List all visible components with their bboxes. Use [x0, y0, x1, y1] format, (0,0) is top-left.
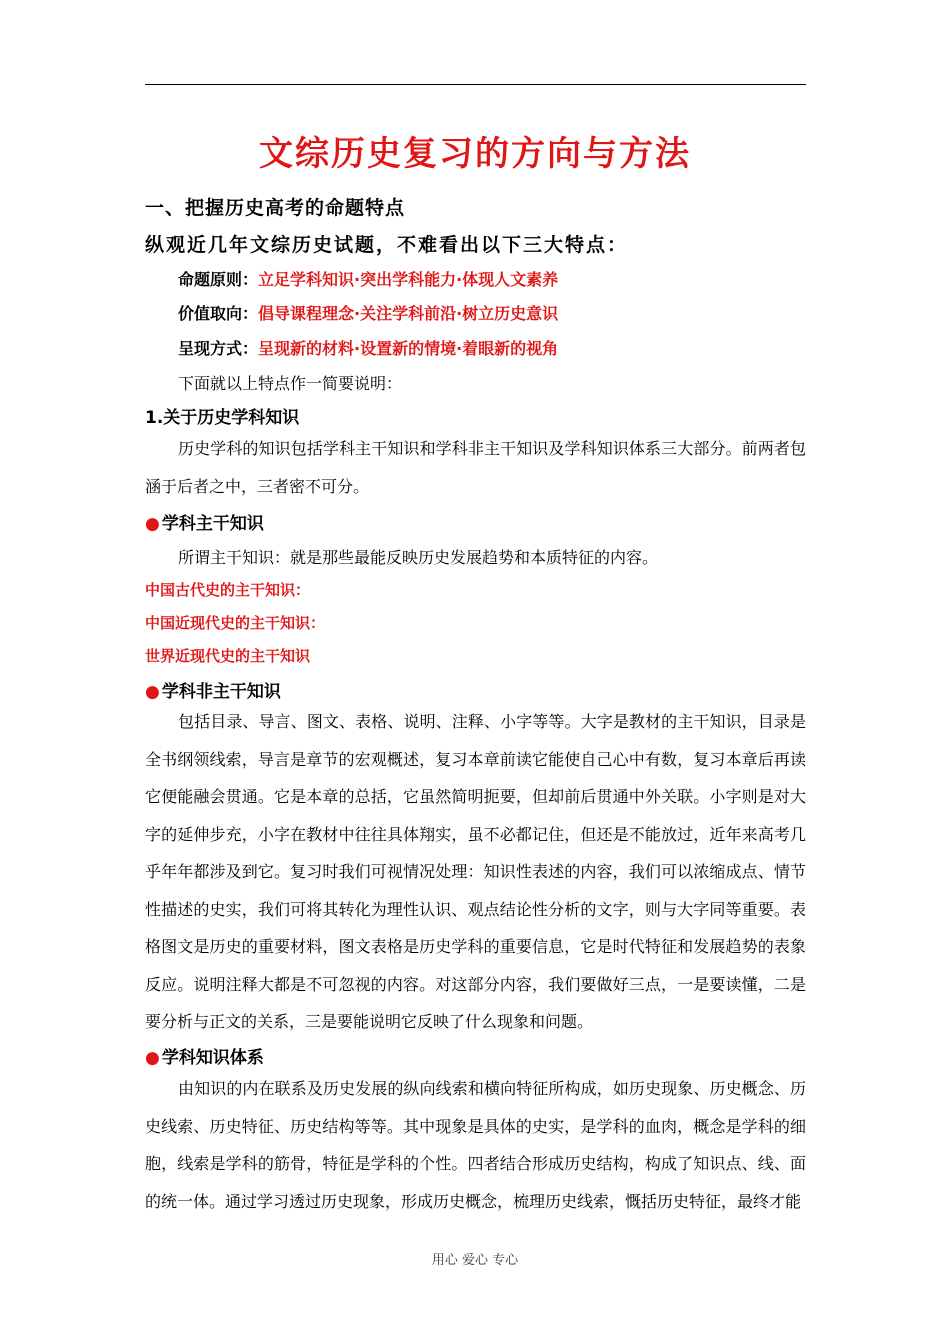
feature-line-presentation — [178, 336, 558, 359]
heading-1: 一、把握历史高考的命题特点 — [145, 197, 406, 219]
intro-sentence: 下面就以上特点作一简要说明： — [178, 374, 403, 393]
bullet-title: 学科知识体系 — [161, 1048, 264, 1068]
section-1-title: 1.关于历史学科知识 — [145, 408, 300, 428]
bullet-icon: ● — [145, 682, 160, 702]
document-title: 文综历史复习的方向与方法 — [259, 134, 691, 174]
bullet-heading-main-knowledge — [145, 509, 264, 534]
bullet-title: 学科非主干知识 — [161, 682, 281, 702]
main-knowledge-definition: 所谓主干知识：就是那些最能反映历史发展趋势和本质特征的内容。 — [178, 548, 659, 567]
red-item-ancient-china: 中国古代史的主干知识： — [145, 581, 311, 599]
red-item-modern-world: 世界近现代史的主干知识 — [145, 647, 311, 665]
lead-sentence: 纵观近几年文综历史试题，不难看出以下三大特点： — [145, 234, 629, 256]
feature-label: 价值取向： — [178, 304, 259, 323]
feature-label: 呈现方式： — [178, 339, 259, 358]
bullet-heading-non-main-knowledge — [145, 677, 281, 702]
red-item-modern-china: 中国近现代史的主干知识： — [145, 614, 326, 632]
bullet-icon: ● — [145, 1048, 160, 1068]
knowledge-system-paragraph: 由知识的内在联系及历史发展的纵向线索和横向特征所构成，如历史现象、历史概念、历史线索、历史特征、历史结构等等。其中现象是具体的史实，是学科的血肉，概念是学科的细胞，线索是学科的筋骨，特征是学科的个性。四者结合形成历史结构，构成了知识点、线、面的统一体。通过学习透过历史现象，形成历史概念，梳理历史线索，慨括历史特征，最终才能 — [145, 1079, 806, 1211]
bullet-heading-knowledge-system — [145, 1043, 264, 1068]
feature-value: 立足学科知识·突出学科能力·体现人文素养 — [258, 270, 559, 289]
feature-line-value — [178, 301, 558, 324]
bullet-title: 学科主干知识 — [161, 514, 264, 534]
feature-label: 命题原则： — [178, 270, 259, 289]
non-main-knowledge-paragraph: 包括目录、导言、图文、表格、说明、注释、小字等等。大字是教材的主干知识，目录是全书纲领线索，导言是章节的宏观概述，复习本章前读它能使自己心中有数，复习本章后再读它便能融会贯通。它是本章的总括，它虽然简明扼要，但却前后贯通中外关联。小字则是对大字的延伸步充，小字在教材中往往具体翔实，虽不必都记住，但还是不能放过，近年来高考几乎年年都涉及到它。复习时我们可视情况处理：知识性表述的内容，我们可以浓缩成点、情节性描述的史实，我们可将其转化为理性认识、观点结论性分析的文字，则与大字同等重要。表格图文是历史的重要材料，图文表格是历史学科的重要信息，它是时代特征和发展趋势的表象反应。说明注释大都是不可忽视的内容。对这部分内容，我们要做好三点，一是要读懂，二是要分析与正文的关系，三是要能说明它反映了什么现象和问题。 — [145, 712, 806, 1031]
bullet-icon: ● — [145, 514, 160, 534]
section-1-paragraph: 历史学科的知识包括学科主干知识和学科非主干知识及学科知识体系三大部分。前两者包涵于后者之中，三者密不可分。 — [145, 439, 806, 496]
feature-line-principle — [178, 267, 558, 290]
feature-value: 呈现新的材料·设置新的情境·着眼新的视角 — [258, 339, 559, 358]
header-rule — [145, 84, 806, 85]
feature-value: 倡导课程理念·关注学科前沿·树立历史意识 — [258, 304, 559, 323]
page-footer: 用心 爱心 专心 — [431, 1253, 519, 1268]
